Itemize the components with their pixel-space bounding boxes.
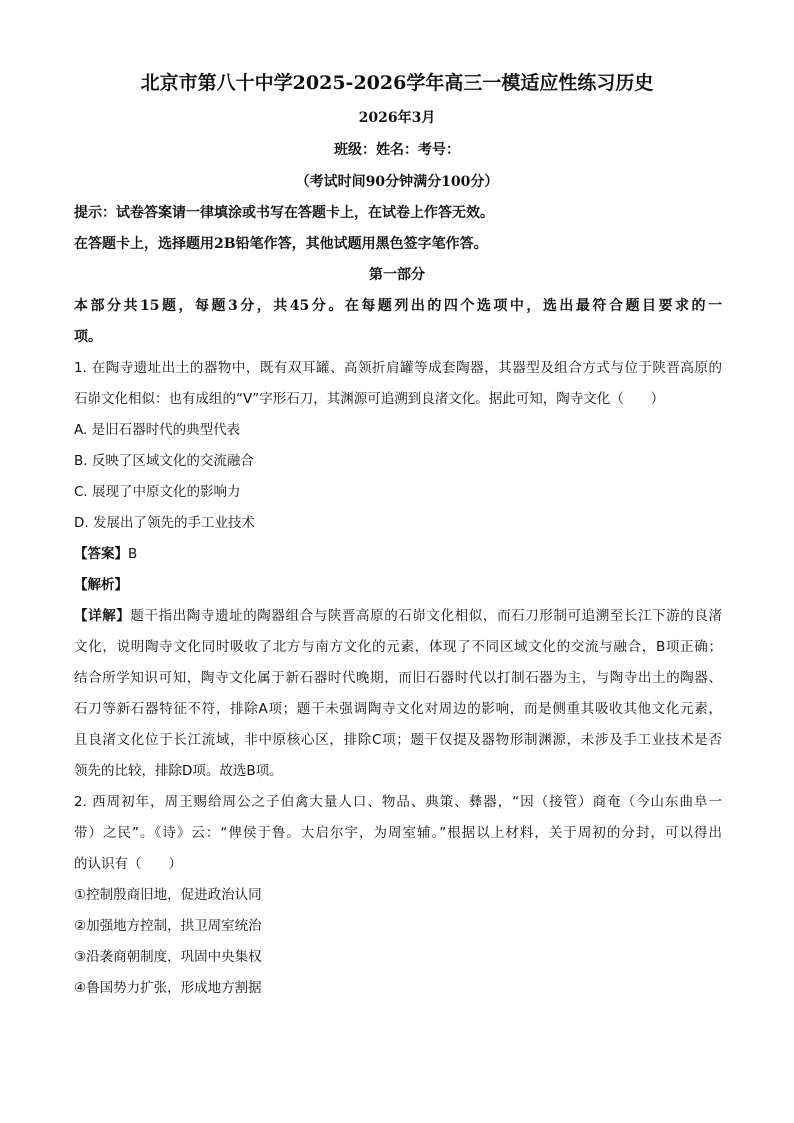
tip-line-2: 在答题卡上，选择题用2B铅笔作答，其他试题用黑色签字笔作答。 [74,236,488,252]
q1-option-a: A. 是旧石器时代的典型代表 [74,422,241,438]
q1-stem-line-1: 1. 在陶寺遗址出土的器物中，既有双耳罐、高领折肩罐等成套陶器，其器型及组合方式与位于陕晋高原的 [74,360,722,376]
tip-line-1: 提示：试卷答案请一律填涂或书写在答题卡上，在试卷上作答无效。 [74,205,494,221]
q2-item-3: ③沿袭商朝制度，巩固中央集权 [74,949,262,965]
q1-detail-line-4: 石刀等新石器特征不符，排除A项；题干未强调陶寺文化对周边的影响，而是侧重其吸收其他文化元素， [74,701,722,717]
detail-text: 题干指出陶寺遗址的陶器组合与陕晋高原的石峁文化相似，而石刀形制可追溯至长江下游的良渚 [130,608,723,624]
q1-detail-line-1 [74,606,722,626]
section-instructions-line-2: 项。 [74,329,102,345]
detail-label: 【详解】 [74,608,131,624]
q1-stem-line-2: 石峁文化相似：也有成组的“V”字形石刀，其渊源可追溯到良渚文化。据此可知，陶寺文化（ ） [74,391,665,407]
answer-label: 【答案】 [74,546,128,562]
q1-option-b: B. 反映了区域文化的交流融合 [74,453,254,469]
q2-stem-line-1: 2. 西周初年，周王赐给周公之子伯禽大量人口、物品、典策、彝器，“因（接管）商奄（今山东曲阜一 [74,794,722,810]
exam-info: （考试时间90分钟满分100分） [295,174,499,190]
section-title: 第一部分 [369,267,425,283]
student-info: 班级：姓名：考号： [334,142,460,158]
q1-analysis-label: 【解析】 [74,577,128,593]
q1-answer [74,544,722,564]
q1-detail-line-5: 且良渚文化位于长江流域，非中原核心区，排除C项；题干仅提及器物形制渊源，未涉及手工业技术是否 [74,732,722,748]
q1-detail-line-2: 文化，说明陶寺文化同时吸收了北方与南方文化的元素，体现了不同区域文化的交流与融合，B项正确； [74,639,722,655]
q2-item-4: ④鲁国势力扩张，形成地方割据 [74,980,262,996]
exam-date: 2026年3月 [358,110,436,126]
q2-stem-line-2: 带）之民”。《诗》云：“俾侯于鲁。大启尔宇，为周室辅。”根据以上材料，关于周初的分封，可以得出 [74,825,722,841]
q1-detail-line-6: 领先的比较，排除D项。故选B项。 [74,763,283,779]
q2-item-1: ①控制殷商旧地，促进政治认同 [74,887,262,903]
q2-stem-line-3: 的认识有（ ） [74,856,182,872]
answer-value: B [128,546,138,562]
section-instructions-line-1: 本部分共15题，每题3分，共45分。在每题列出的四个选项中，选出最符合题目要求的一 [74,298,722,314]
exam-title: 北京市第八十中学2025-2026学年高三一模适应性练习历史 [140,72,654,94]
q2-item-2: ②加强地方控制，拱卫周室统治 [74,918,262,934]
q1-detail-line-3: 结合所学知识可知，陶寺文化属于新石器时代晚期，而旧石器时代以打制石器为主，与陶寺出土的陶器、 [74,670,722,686]
q1-option-d: D. 发展出了领先的手工业技术 [74,515,255,531]
q1-option-c: C. 展现了中原文化的影响力 [74,484,241,500]
